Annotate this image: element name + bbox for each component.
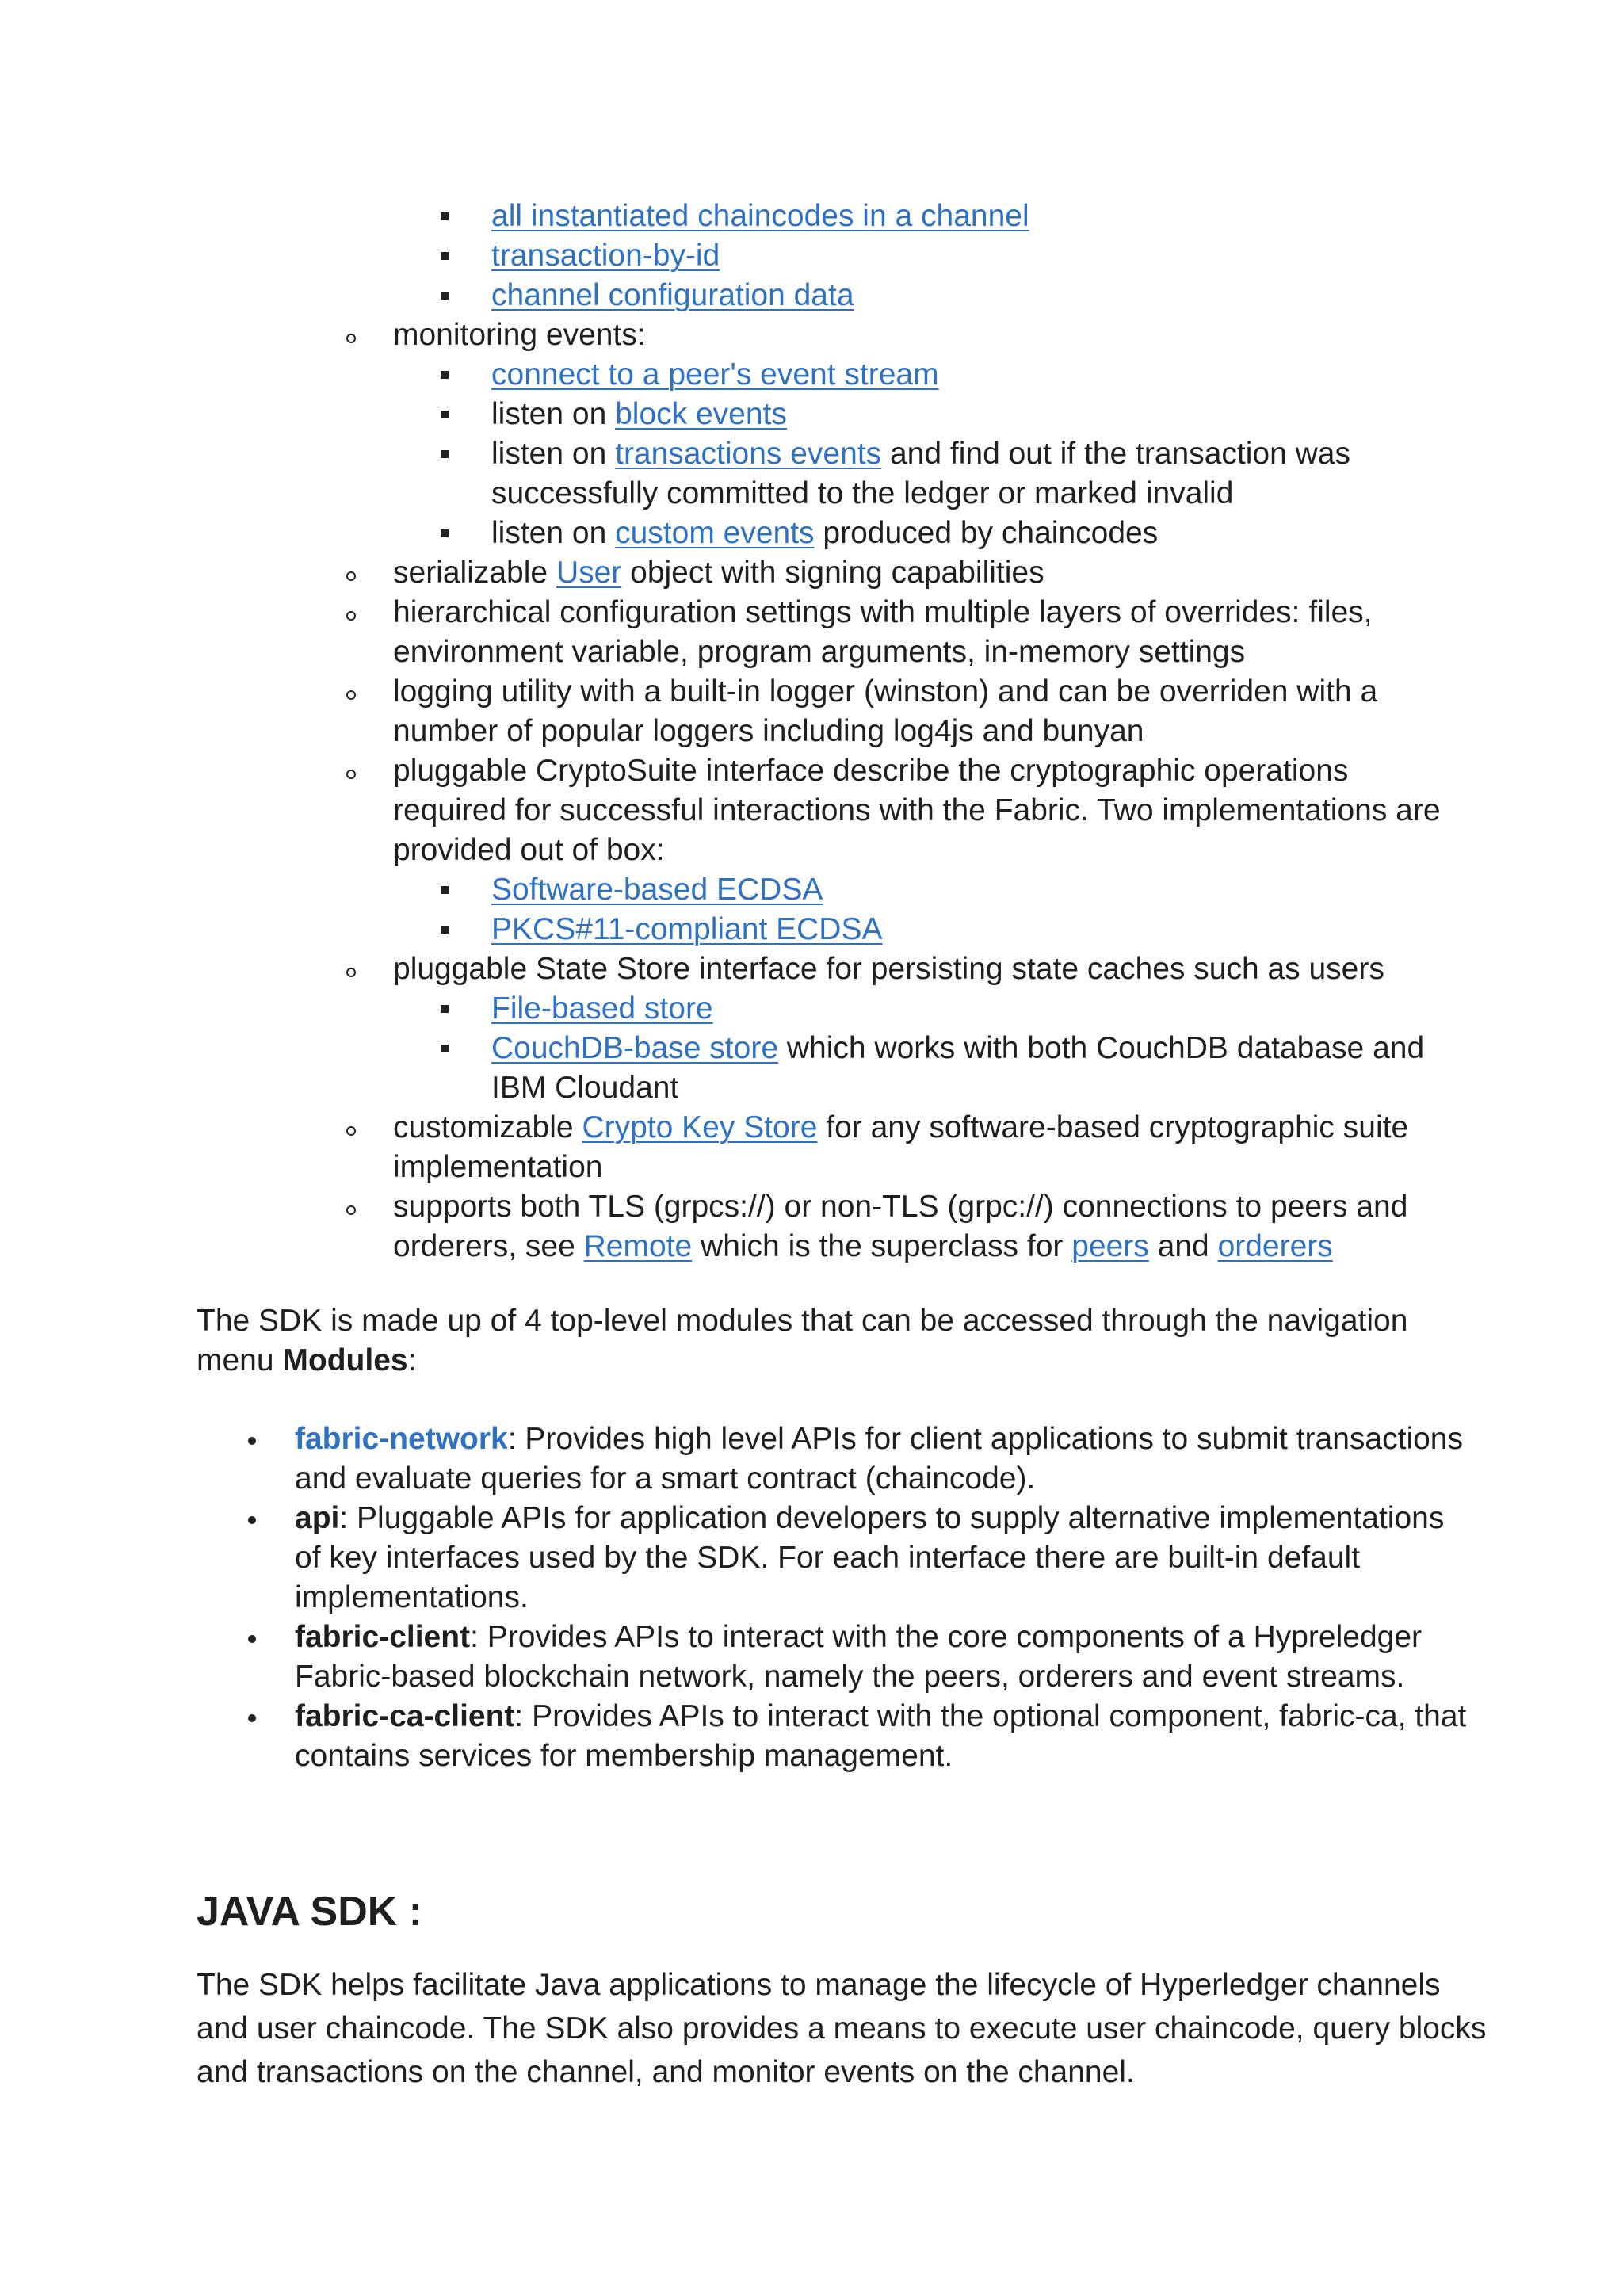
tls-and: and bbox=[1157, 1229, 1209, 1263]
list-item bbox=[393, 1108, 1408, 1148]
orderers-link[interactable]: orderers bbox=[1217, 1229, 1333, 1263]
module-client-line1 bbox=[295, 1618, 1422, 1657]
listen-on-text: listen on bbox=[491, 397, 607, 431]
channel-config-link[interactable]: channel configuration data bbox=[491, 278, 854, 312]
peers-link[interactable]: peers bbox=[1071, 1229, 1149, 1263]
circle-bullet-icon bbox=[346, 1126, 356, 1136]
bullet-icon bbox=[248, 1437, 256, 1445]
hierarchical-line1: hierarchical configuration settings with multiple layers of overrides: files, bbox=[393, 595, 1373, 629]
java-sdk-heading: JAVA SDK : bbox=[197, 1889, 423, 1935]
tx-by-id-link[interactable]: transaction-by-id bbox=[491, 239, 720, 273]
java-line3: and transactions on the channel, and monitor events on the channel. bbox=[197, 2055, 1135, 2089]
block-events-link[interactable]: block events bbox=[615, 397, 787, 431]
module-api-name: api bbox=[295, 1501, 340, 1535]
module-client-desc: : Provides APIs to interact with the core components of a Hypreledger bbox=[470, 1620, 1423, 1654]
java-line1: The SDK helps facilitate Java applications to manage the lifecycle of Hyperledger channels bbox=[197, 1968, 1441, 2002]
modules-intro-pre: menu bbox=[197, 1343, 274, 1377]
list-item bbox=[491, 197, 1029, 236]
hierarchical-line2: environment variable, program arguments, in-memory settings bbox=[393, 635, 1246, 669]
list-item bbox=[491, 514, 1158, 553]
module-api-desc: : Pluggable APIs for application developers to supply alternative implementations bbox=[339, 1501, 1445, 1535]
square-bullet-icon bbox=[441, 1045, 449, 1052]
couchdb-tail2: IBM Cloudant bbox=[491, 1071, 679, 1105]
module-ca-client-line1 bbox=[295, 1697, 1466, 1736]
list-item bbox=[491, 434, 1350, 474]
module-network-desc: : Provides high level APIs for client applications to submit transactions bbox=[507, 1422, 1463, 1456]
custom-tail-text: produced by chaincodes bbox=[823, 516, 1159, 550]
module-api-line1 bbox=[295, 1499, 1444, 1538]
circle-bullet-icon bbox=[346, 690, 356, 700]
circle-bullet-icon bbox=[346, 334, 356, 343]
tls-pre2: orderers, see bbox=[393, 1229, 575, 1263]
statestore-line1: pluggable State Store interface for persisting state caches such as users bbox=[393, 952, 1384, 986]
module-ca-client-line2: contains services for membership management. bbox=[295, 1739, 953, 1773]
crypto-key-store-link[interactable]: Crypto Key Store bbox=[582, 1110, 818, 1144]
modules-intro-line1: The SDK is made up of 4 top-level modules that can be accessed through the navigation bbox=[197, 1304, 1408, 1338]
tls-mid2: which is the superclass for bbox=[701, 1229, 1064, 1263]
keystore-post: for any software-based cryptographic suite bbox=[826, 1110, 1409, 1144]
connect-event-stream-link[interactable]: connect to a peer's event stream bbox=[491, 357, 939, 392]
list-item bbox=[491, 910, 882, 949]
monitoring-label: monitoring events: bbox=[393, 318, 646, 352]
circle-bullet-icon bbox=[346, 968, 356, 977]
square-bullet-icon bbox=[441, 252, 449, 260]
file-store-link[interactable]: File-based store bbox=[491, 991, 713, 1026]
cryptosuite-line1: pluggable CryptoSuite interface describe the cryptographic operations bbox=[393, 754, 1349, 788]
tx-tail-text: and find out if the transaction was bbox=[889, 437, 1350, 471]
module-api-line2: of key interfaces used by the SDK. For each interface there are built-in default bbox=[295, 1541, 1361, 1575]
transactions-events-link[interactable]: transactions events bbox=[615, 437, 882, 471]
module-client-name: fabric-client bbox=[295, 1620, 471, 1654]
keystore-line2: implementation bbox=[393, 1150, 603, 1184]
cryptosuite-line3: provided out of box: bbox=[393, 833, 665, 867]
custom-events-link[interactable]: custom events bbox=[615, 516, 815, 550]
tls-line1: supports both TLS (grpcs://) or non-TLS (grpc://) connections to peers and bbox=[393, 1190, 1408, 1224]
module-ca-client-desc: : Provides APIs to interact with the optional component, fabric-ca, that bbox=[514, 1699, 1467, 1733]
square-bullet-icon bbox=[441, 411, 449, 418]
pkcs-ecdsa-link[interactable]: PKCS#11-compliant ECDSA bbox=[491, 912, 883, 946]
couchdb-store-link[interactable]: CouchDB-base store bbox=[491, 1031, 779, 1065]
listen-on-text: listen on bbox=[491, 437, 607, 471]
keystore-pre: customizable bbox=[393, 1110, 574, 1144]
square-bullet-icon bbox=[441, 886, 449, 894]
listen-on-text: listen on bbox=[491, 516, 607, 550]
modules-colon: : bbox=[407, 1343, 417, 1377]
tx-tail-line2: successfully committed to the ledger or marked invalid bbox=[491, 476, 1234, 510]
circle-bullet-icon bbox=[346, 1205, 356, 1215]
module-api-line3: implementations. bbox=[295, 1580, 529, 1614]
remote-link[interactable]: Remote bbox=[583, 1229, 693, 1263]
list-item bbox=[491, 236, 720, 276]
modules-intro-line2 bbox=[197, 1341, 416, 1381]
module-network-line1 bbox=[295, 1419, 1463, 1459]
logging-line2: number of popular loggers including log4js and bunyan bbox=[393, 714, 1144, 748]
serializable-post: object with signing capabilities bbox=[630, 556, 1044, 590]
chaincodes-link[interactable]: all instantiated chaincodes in a channel bbox=[491, 199, 1029, 233]
square-bullet-icon bbox=[441, 926, 449, 934]
software-ecdsa-link[interactable]: Software-based ECDSA bbox=[491, 873, 823, 907]
square-bullet-icon bbox=[441, 371, 449, 379]
serializable-text: serializable bbox=[393, 556, 548, 590]
circle-bullet-icon bbox=[346, 611, 356, 621]
bullet-icon bbox=[248, 1635, 256, 1643]
module-ca-client-name: fabric-ca-client bbox=[295, 1699, 515, 1733]
modules-bold: Modules bbox=[282, 1343, 408, 1377]
circle-bullet-icon bbox=[346, 770, 356, 779]
list-item bbox=[393, 1227, 1333, 1266]
list-item bbox=[491, 355, 939, 395]
user-link[interactable]: User bbox=[556, 556, 622, 590]
square-bullet-icon bbox=[441, 212, 449, 220]
module-client-line2: Fabric-based blockchain network, namely the peers, orderers and event streams. bbox=[295, 1660, 1405, 1694]
circle-bullet-icon bbox=[346, 571, 356, 581]
logging-line1: logging utility with a built-in logger (winston) and can be overriden with a bbox=[393, 674, 1378, 709]
square-bullet-icon bbox=[441, 450, 449, 458]
couchdb-tail: which works with both CouchDB database and bbox=[786, 1031, 1425, 1065]
square-bullet-icon bbox=[441, 529, 449, 537]
list-item bbox=[491, 989, 713, 1029]
square-bullet-icon bbox=[441, 292, 449, 300]
bullet-icon bbox=[248, 1714, 256, 1722]
cryptosuite-line2: required for successful interactions with the Fabric. Two implementations are bbox=[393, 793, 1441, 827]
list-item bbox=[491, 276, 854, 315]
square-bullet-icon bbox=[441, 1005, 449, 1013]
fabric-network-link[interactable]: fabric-network bbox=[295, 1422, 508, 1456]
list-item bbox=[491, 870, 823, 910]
list-item bbox=[491, 1029, 1424, 1068]
java-line2: and user chaincode. The SDK also provides a means to execute user chaincode, query blocks bbox=[197, 2011, 1487, 2046]
list-item bbox=[393, 553, 1044, 593]
module-network-line2: and evaluate queries for a smart contract (chaincode). bbox=[295, 1461, 1036, 1496]
bullet-icon bbox=[248, 1516, 256, 1524]
list-item bbox=[491, 395, 787, 434]
